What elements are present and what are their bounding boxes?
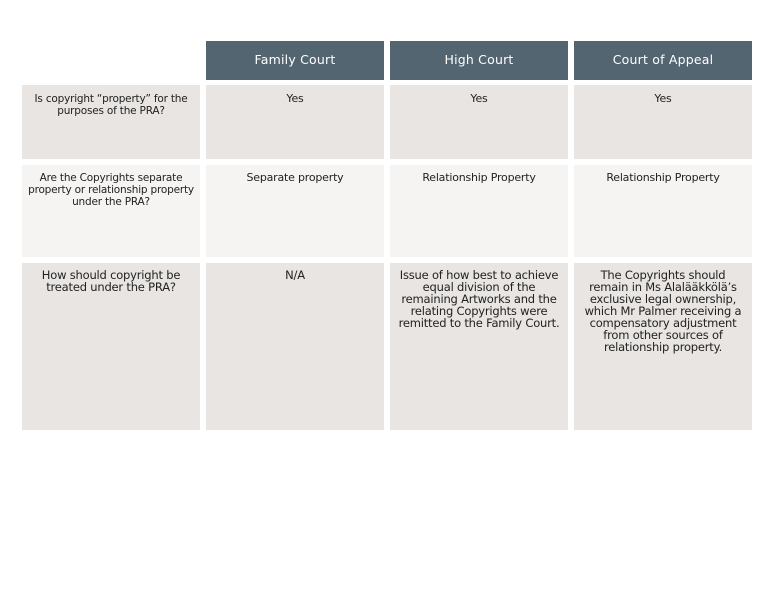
row-2-question: Are the Copyrights separate property or relationship property under the PRA?	[22, 165, 200, 257]
row-2-court-of-appeal: Relationship Property	[574, 165, 752, 257]
header-high-court: High Court	[390, 41, 568, 80]
header-family-court: Family Court	[206, 41, 384, 80]
row-3-question: How should copyright be treated under the PRA?	[22, 263, 200, 430]
row-3-high-court: Issue of how best to achieve equal division of the remaining Artworks and the relating Copyrights were remitted to the Family Court.	[390, 263, 568, 430]
row-2-family-court: Separate property	[206, 165, 384, 257]
header-court-of-appeal: Court of Appeal	[574, 41, 752, 80]
row-1-high-court: Yes	[390, 85, 568, 159]
row-1-question: Is copyright “property” for the purposes of the PRA?	[22, 85, 200, 159]
row-1-family-court: Yes	[206, 85, 384, 159]
row-3-court-of-appeal: The Copyrights should remain in Ms Alalääkkölä’s exclusive legal ownership, which Mr Palmer receiving a compensatory adjustment from other sources of relationship property.	[574, 263, 752, 430]
row-1-court-of-appeal: Yes	[574, 85, 752, 159]
row-2-high-court: Relationship Property	[390, 165, 568, 257]
row-3-family-court: N/A	[206, 263, 384, 430]
